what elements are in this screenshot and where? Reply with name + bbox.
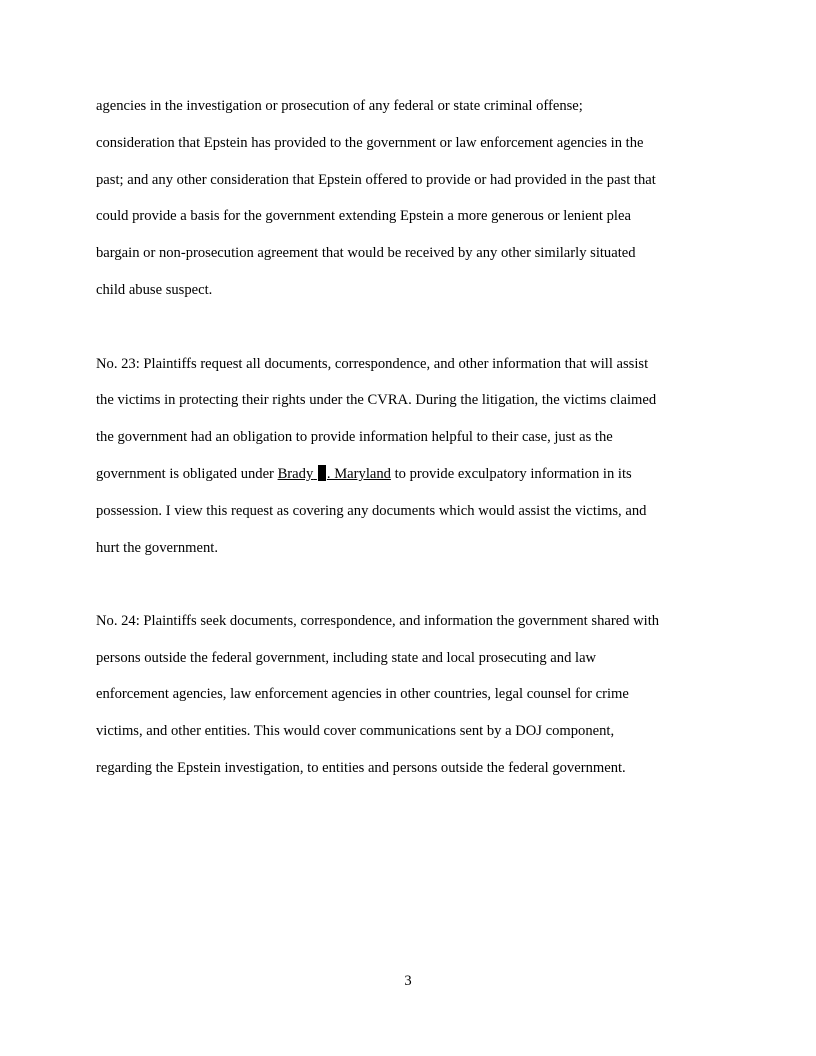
redaction-block: [318, 465, 326, 481]
paragraph-3-line-4: victims, and other entities. This would cover communications sent by a DOJ component,: [96, 723, 615, 739]
case-citation: [278, 466, 391, 482]
paragraph-3-line-3: enforcement agencies, law enforcement agencies in other countries, legal counsel for crime: [96, 686, 629, 702]
paragraph-1-line-1: agencies in the investigation or prosecution of any federal or state criminal offense;: [96, 98, 583, 114]
paragraph-2-line-4: [96, 465, 632, 483]
paragraph-2-line-3: the government had an obligation to provide information helpful to their case, just as the: [96, 429, 613, 445]
paragraph-2-line-6: hurt the government.: [96, 540, 218, 556]
paragraph-1-line-3: past; and any other consideration that Epstein offered to provide or had provided in the past that: [96, 172, 656, 188]
paragraph-1-line-4: could provide a basis for the government extending Epstein a more generous or lenient plea: [96, 208, 631, 224]
paragraph-1-line-5: bargain or non-prosecution agreement that would be received by any other similarly situated: [96, 245, 636, 261]
line-4-trail-text: to provide exculpatory information in its: [390, 466, 632, 482]
page-number: 3: [404, 973, 412, 989]
paragraph-2-line-5: possession. I view this request as covering any documents which would assist the victims, and: [96, 503, 647, 519]
line-4-lead-text: government is obligated under: [96, 466, 278, 482]
paragraph-2-line-2: the victims in protecting their rights under the CVRA. During the litigation, the victims claimed: [96, 392, 657, 408]
paragraph-3-line-2: persons outside the federal government, including state and local prosecuting and law: [96, 650, 597, 666]
paragraph-3-line-5: regarding the Epstein investigation, to entities and persons outside the federal government.: [96, 760, 626, 776]
paragraph-1-line-6: child abuse suspect.: [96, 282, 213, 298]
paragraph-3-line-1: No. 24: Plaintiffs seek documents, correspondence, and information the government shared with: [96, 613, 660, 629]
paragraph-2-line-1: No. 23: Plaintiffs request all documents, correspondence, and other information that will assist: [96, 356, 649, 372]
paragraph-1-line-2: consideration that Epstein has provided to the government or law enforcement agencies in the: [96, 135, 644, 151]
case-name-first: Brady: [277, 466, 314, 482]
case-name-second: . Maryland: [326, 466, 391, 482]
